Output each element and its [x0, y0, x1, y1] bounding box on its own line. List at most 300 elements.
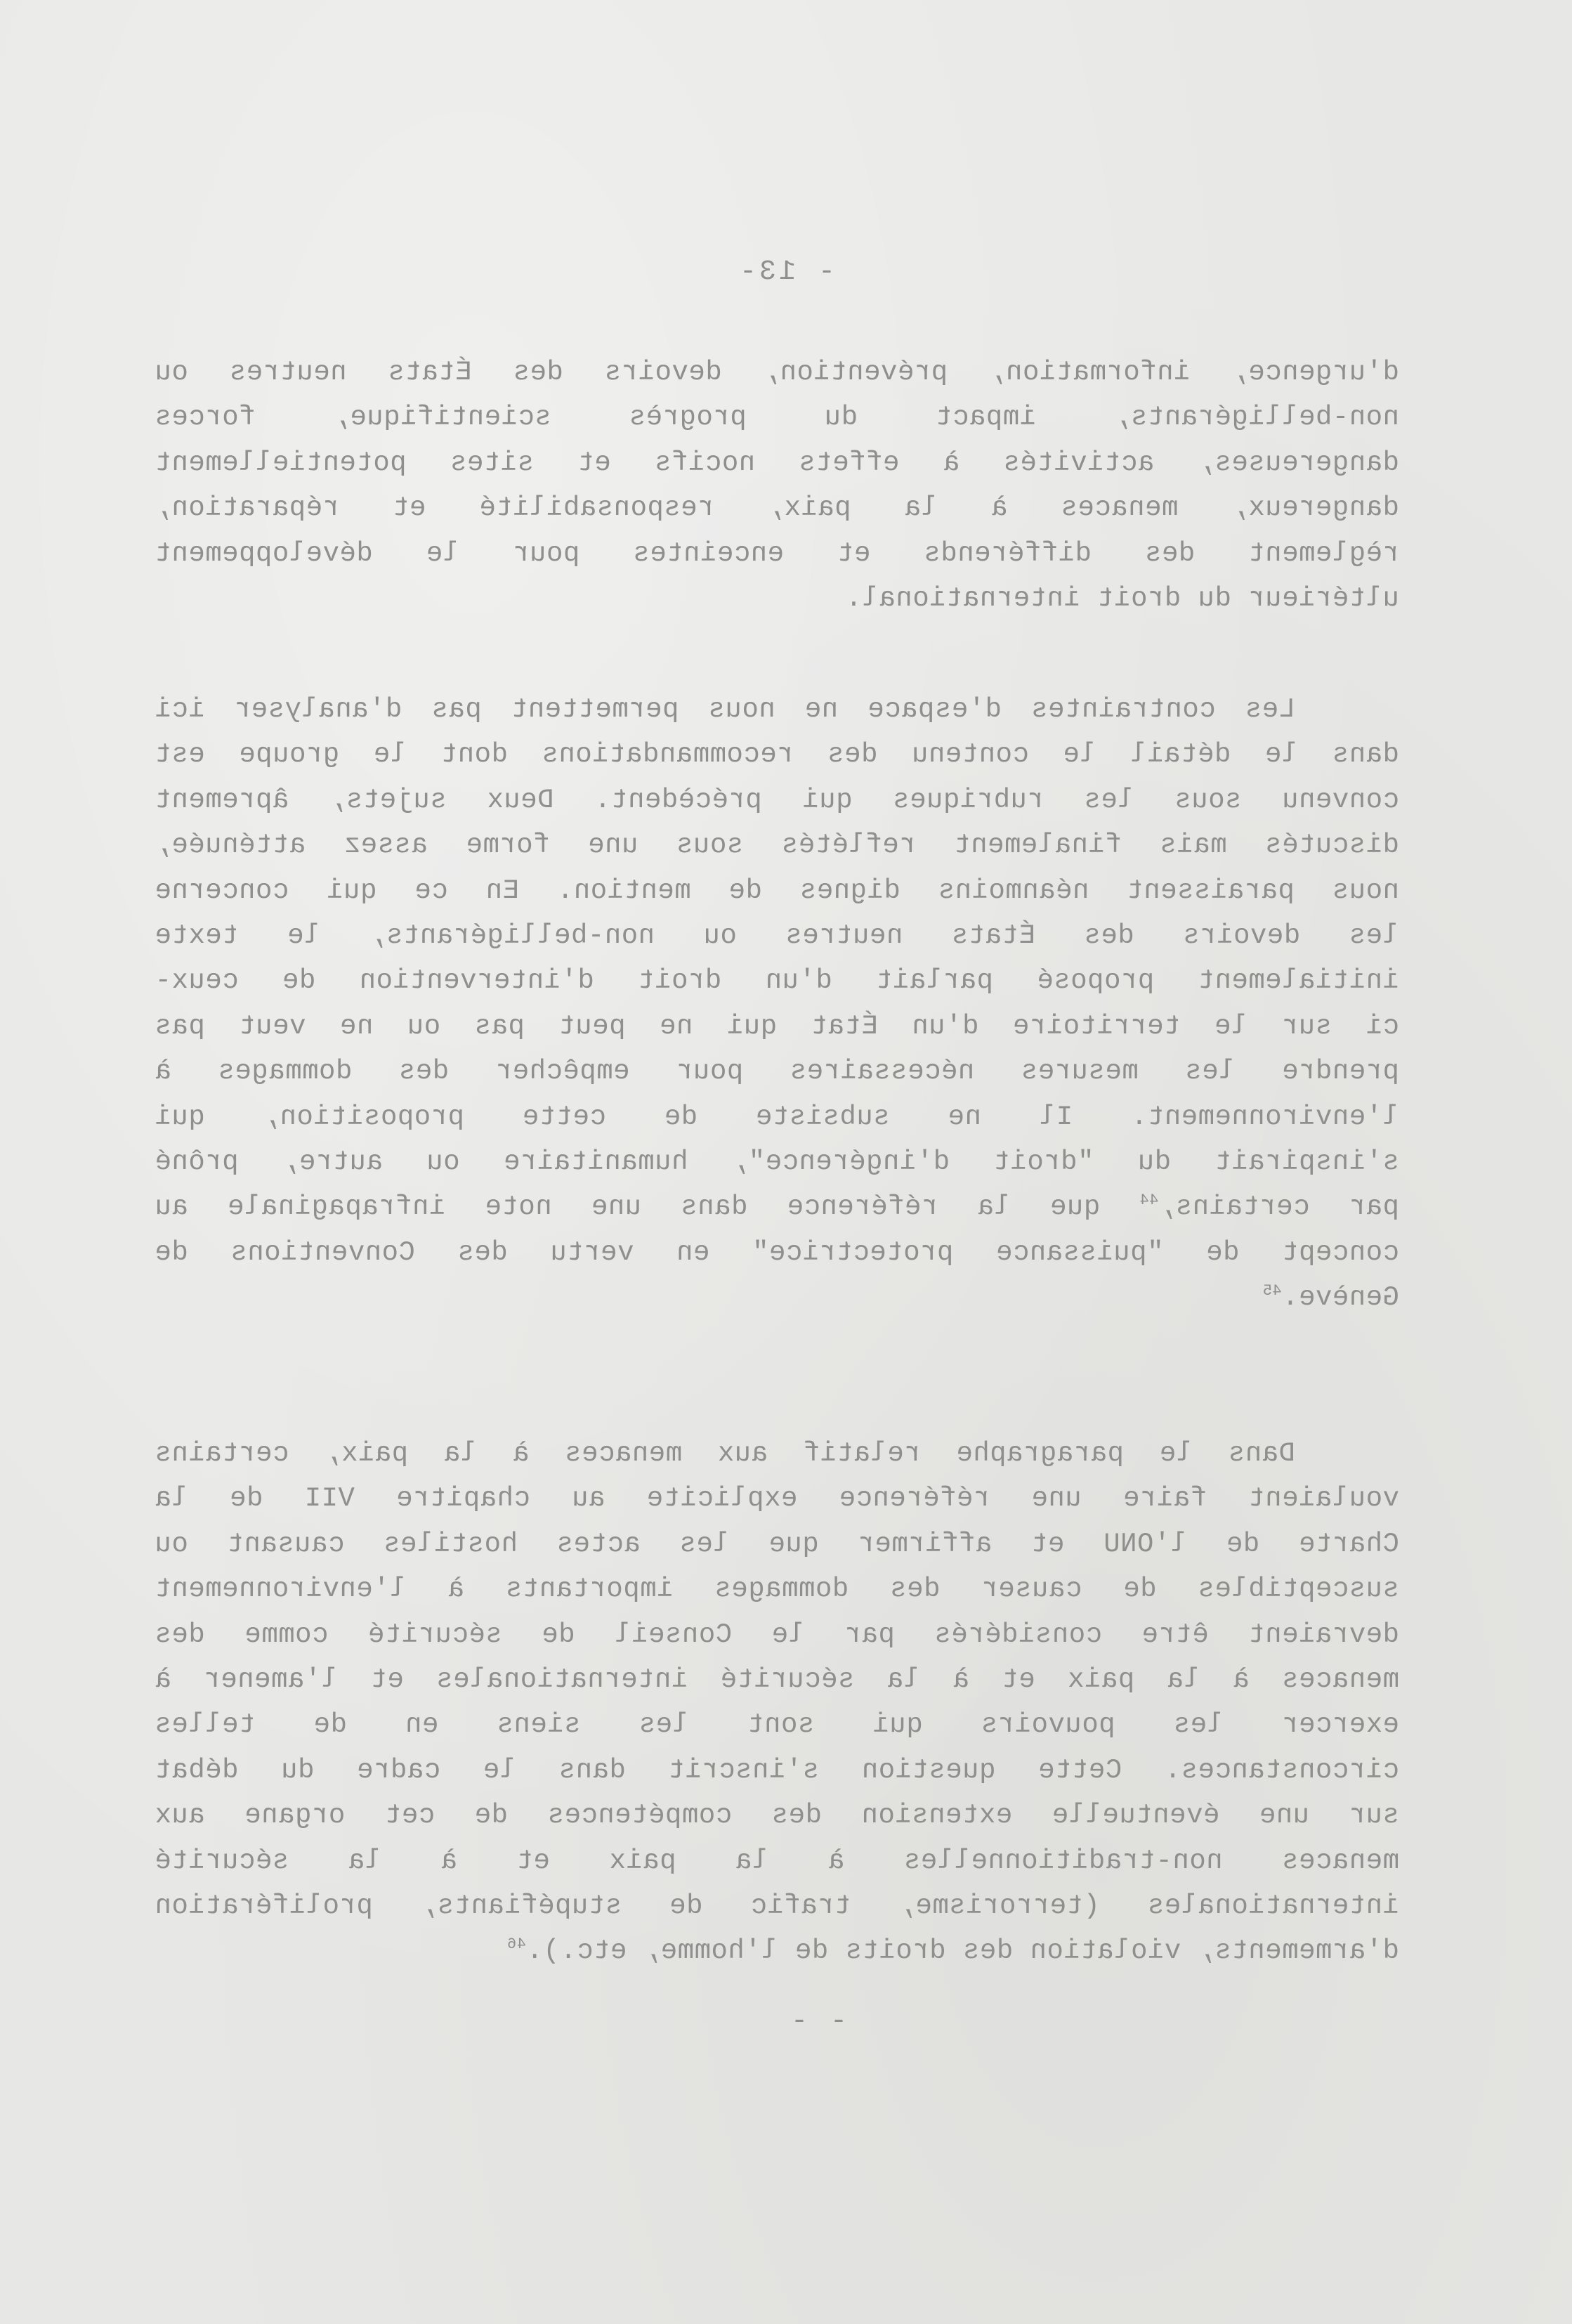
word: infrapaginale	[227, 1192, 446, 1223]
word: sous	[676, 830, 744, 861]
word: par	[1349, 1192, 1399, 1223]
word: peut	[558, 1010, 626, 1042]
word: contenu	[911, 739, 1029, 771]
word: sécurité	[367, 1619, 502, 1650]
word: prolifération	[155, 1890, 373, 1921]
word: note	[485, 1192, 552, 1223]
word: organe	[244, 1800, 346, 1832]
word: de	[669, 1890, 703, 1921]
word: actes	[556, 1528, 641, 1560]
word: recommandations	[542, 739, 794, 771]
text-line	[155, 1522, 1399, 1567]
word: ou	[155, 1528, 188, 1560]
word: de	[541, 1619, 575, 1650]
word: forces	[155, 402, 256, 433]
word: détail	[1129, 739, 1231, 771]
text-line	[155, 1004, 1399, 1049]
word: aux	[717, 1438, 768, 1469]
word: à	[990, 492, 1008, 524]
word: information,	[988, 357, 1191, 388]
word: des	[771, 1800, 822, 1832]
footnote-ref: 44	[1139, 1192, 1159, 1210]
word: de	[1122, 1574, 1157, 1605]
word: responsabilité	[478, 492, 714, 524]
word: prendre	[1281, 1056, 1399, 1088]
word: du	[824, 402, 858, 433]
word: sous	[1174, 784, 1242, 816]
word: ou	[703, 920, 737, 951]
word: les	[1184, 1056, 1236, 1088]
word: atténuée,	[155, 830, 306, 861]
text-line	[155, 778, 1399, 823]
word: à	[512, 1438, 530, 1469]
word: des	[1084, 920, 1134, 951]
word: des	[889, 1574, 941, 1605]
word: ultérieur du droit international.	[845, 582, 1399, 614]
word: et	[1001, 1664, 1035, 1695]
word: neutres	[785, 920, 903, 951]
word: le	[1264, 739, 1299, 771]
text-line	[155, 531, 1399, 576]
word: que	[768, 1528, 819, 1560]
word: le	[1214, 1010, 1248, 1042]
word: neutres	[229, 357, 347, 388]
word: mesures	[1021, 1056, 1139, 1088]
word: enceintes	[632, 537, 785, 569]
paragraph-1	[155, 350, 1399, 621]
word: âprement	[155, 784, 289, 816]
text-line	[155, 1612, 1399, 1657]
word: d'analyser	[234, 694, 402, 725]
word: qui	[726, 1010, 778, 1042]
word: à	[827, 1845, 845, 1876]
word: de	[1205, 1236, 1240, 1268]
word: dommages	[218, 1056, 353, 1088]
text-line	[155, 687, 1399, 732]
word: internationales	[1147, 1890, 1399, 1921]
word: d'ingérence",	[731, 1146, 950, 1177]
word: à	[155, 1664, 171, 1695]
word: l'environnement	[155, 1574, 407, 1605]
word: dangereux,	[1231, 492, 1399, 524]
word: chapitre	[395, 1483, 530, 1515]
word: paix,	[767, 492, 851, 524]
text-line	[155, 823, 1399, 868]
word: Charte	[1298, 1528, 1399, 1560]
text-line	[155, 732, 1399, 777]
word: des	[1144, 537, 1196, 569]
word: "puissance	[995, 1236, 1164, 1268]
word: concerne	[155, 875, 289, 906]
word: voulaient	[1247, 1483, 1399, 1515]
word: référence	[787, 1192, 938, 1223]
word: paragraphe	[955, 1438, 1124, 1469]
word: du	[1137, 1146, 1172, 1177]
word: question	[861, 1754, 996, 1786]
paragraph-3	[155, 1431, 1399, 1974]
word: des	[457, 1236, 508, 1268]
text-line	[155, 576, 1399, 621]
word: la	[443, 1438, 478, 1469]
word: considérés	[934, 1619, 1103, 1650]
word: humanitaire	[503, 1146, 688, 1177]
word: sur	[1349, 1800, 1399, 1832]
word: texte	[155, 920, 239, 951]
word: d'intervention	[359, 965, 594, 997]
word: pas	[431, 694, 482, 725]
word: finalement	[953, 830, 1122, 861]
word: paix	[1067, 1664, 1135, 1695]
word: veut	[238, 1010, 306, 1042]
word: une	[591, 1192, 642, 1223]
word: circonstances.	[1164, 1754, 1399, 1786]
word: assez	[343, 830, 428, 861]
word: ceux-	[155, 965, 239, 997]
word: de	[1226, 1528, 1260, 1560]
word: proposé	[1036, 965, 1155, 997]
word: le	[1062, 739, 1096, 771]
word: sites	[450, 447, 535, 478]
word: (terrorisme,	[898, 1890, 1100, 1921]
word: Genève.$^{45}$	[1262, 1282, 1399, 1314]
word: proposition,	[263, 1101, 464, 1132]
word: contraintes	[1030, 694, 1216, 725]
text-line	[155, 1928, 1399, 1973]
word: mention.	[556, 875, 691, 906]
word: prôné	[155, 1146, 239, 1177]
word: susceptibles	[1198, 1574, 1399, 1605]
word: reflétés	[781, 830, 916, 861]
word: Il	[1039, 1101, 1073, 1132]
word: faire	[1122, 1483, 1207, 1515]
word: de	[474, 1800, 509, 1832]
word: extension	[861, 1800, 1013, 1832]
word: devoirs	[1182, 920, 1301, 951]
word: et	[837, 537, 871, 569]
word: États	[951, 920, 1035, 951]
word: discutés	[1264, 830, 1399, 861]
word: le	[483, 1754, 517, 1786]
text-line	[155, 1839, 1399, 1884]
word: dont	[440, 739, 508, 771]
word: la	[904, 492, 938, 524]
word: Conseil	[614, 1619, 733, 1650]
word: Dans	[1228, 1438, 1295, 1469]
word: réparation,	[155, 492, 339, 524]
word: que	[1049, 1192, 1101, 1223]
word: des	[513, 357, 563, 388]
text-line	[155, 1702, 1399, 1747]
text-line	[155, 868, 1399, 913]
word: En	[485, 875, 519, 906]
word: dommages	[714, 1574, 849, 1605]
word: s'inscrit	[668, 1754, 820, 1786]
word: paraissent	[1126, 875, 1295, 906]
text-line	[155, 1476, 1399, 1521]
word: Les	[1245, 694, 1295, 725]
word: "droit	[993, 1146, 1094, 1177]
word: ne	[339, 1010, 374, 1042]
word: d'un	[911, 1010, 979, 1042]
text-line	[155, 1884, 1399, 1928]
word: une	[1259, 1800, 1310, 1832]
word: mais	[1159, 830, 1227, 861]
word: exercer	[1281, 1709, 1399, 1741]
word: forme	[466, 830, 550, 861]
word: empêcher	[495, 1056, 630, 1088]
text-line	[155, 1431, 1399, 1476]
word: stupéfiants,	[420, 1890, 622, 1921]
word: dignes	[799, 875, 900, 906]
word: ou	[426, 1146, 460, 1177]
word: et	[1030, 1528, 1065, 1560]
word: à	[155, 1056, 171, 1088]
word: vertu	[549, 1236, 634, 1268]
word: qui	[326, 875, 377, 906]
word: autre,	[282, 1146, 383, 1177]
word: à	[440, 1845, 458, 1876]
text-line	[155, 1275, 1399, 1320]
word: le	[426, 537, 460, 569]
word: sont	[747, 1709, 815, 1741]
word: pour	[512, 537, 580, 569]
word: paix	[608, 1845, 676, 1876]
word: et	[577, 447, 611, 478]
word: une	[1031, 1483, 1082, 1515]
word: dans	[558, 1754, 626, 1786]
word: parlait	[875, 965, 994, 997]
word: au	[571, 1483, 605, 1515]
word: siens	[497, 1709, 581, 1741]
word: sur	[1281, 1010, 1332, 1042]
word: hostiles	[383, 1528, 518, 1560]
word: pour	[676, 1056, 744, 1088]
text-line	[155, 1230, 1399, 1275]
word: en	[676, 1236, 710, 1268]
word: affirmer	[858, 1528, 993, 1560]
word: à	[447, 1574, 464, 1605]
word: Conventions	[230, 1236, 415, 1268]
word: nous	[708, 694, 775, 725]
word: la	[1167, 1664, 1200, 1695]
paragraph-2	[155, 687, 1399, 1320]
page-number: - 13-	[736, 256, 836, 288]
word: menaces	[1281, 1845, 1399, 1876]
word: des	[155, 1619, 205, 1650]
word: scientifique,	[333, 402, 551, 433]
word: État	[811, 1010, 878, 1042]
word: cette	[522, 1101, 606, 1132]
word: différends	[923, 537, 1092, 569]
word: pas	[474, 1010, 525, 1042]
word: devraient	[1247, 1619, 1399, 1650]
word: les	[1349, 920, 1399, 951]
word: menaces	[1061, 492, 1179, 524]
word: développement	[155, 537, 373, 569]
word: progrès	[629, 402, 747, 433]
word: le	[287, 920, 321, 951]
text-line	[155, 350, 1399, 395]
word: protectrice"	[752, 1236, 954, 1268]
word: explicite	[646, 1483, 798, 1515]
footnote-ref: 45	[1262, 1282, 1282, 1300]
word: dangereuses,	[1198, 447, 1399, 478]
text-line	[155, 1049, 1399, 1094]
word: rubriques	[892, 784, 1044, 816]
word: référence	[839, 1483, 990, 1515]
word: au	[155, 1192, 188, 1223]
word: de	[728, 875, 762, 906]
word: est	[155, 739, 205, 771]
word: Cette	[1037, 1754, 1122, 1786]
text-line	[155, 440, 1399, 485]
word: relatif	[803, 1438, 921, 1469]
word: néanmoins	[938, 875, 1089, 906]
word: la	[886, 1664, 921, 1695]
text-line	[155, 1748, 1399, 1793]
word: de	[229, 1483, 263, 1515]
word: être	[1141, 1619, 1209, 1650]
word: dans	[680, 1192, 748, 1223]
word: les	[679, 1528, 730, 1560]
word: d'espace	[867, 694, 1002, 725]
text-line	[155, 485, 1399, 530]
word: l'environnement.	[1130, 1101, 1399, 1132]
word: une	[587, 830, 638, 861]
word: à	[952, 1664, 969, 1695]
word: prévention,	[763, 357, 948, 388]
word: paix,	[324, 1438, 409, 1469]
word: nous	[1332, 875, 1399, 906]
text-line	[155, 1184, 1399, 1229]
word: impact	[935, 402, 1037, 433]
word: de	[664, 1101, 698, 1132]
footnote-ref: 46	[506, 1935, 526, 1954]
word: ne	[948, 1101, 981, 1132]
word: dans	[1332, 739, 1399, 771]
text-line	[155, 1793, 1399, 1838]
word: le	[373, 739, 407, 771]
word: en	[405, 1709, 439, 1741]
word: qui	[801, 784, 853, 816]
word: causant	[227, 1528, 345, 1560]
word: Deux	[486, 784, 554, 816]
word: d'armements, violation des droits de l'homme, etc.).$^{46}$	[506, 1935, 1399, 1967]
word: qui	[155, 1101, 205, 1132]
word: l'amener	[203, 1664, 339, 1695]
word: à	[943, 447, 960, 478]
word: concept	[1281, 1236, 1399, 1268]
word: convenu	[1281, 784, 1399, 816]
text-line	[155, 395, 1399, 440]
word: éventuelle	[1052, 1800, 1220, 1832]
word: et	[370, 1664, 404, 1695]
word: activités	[1003, 447, 1155, 478]
word: de	[313, 1709, 347, 1741]
word: pas	[155, 1010, 205, 1042]
end-mark: - -	[787, 2006, 847, 2037]
word: États	[388, 357, 472, 388]
word: et	[392, 492, 426, 524]
word: internationales	[435, 1664, 688, 1695]
text-line	[155, 1657, 1399, 1702]
word: comme	[244, 1619, 329, 1650]
word: le	[1159, 1438, 1193, 1469]
word: de	[155, 1236, 188, 1268]
word: sujets,	[329, 784, 447, 816]
word: non-belligérants,	[369, 920, 655, 951]
word: sécurité	[720, 1664, 855, 1695]
word: le	[771, 1619, 806, 1650]
word: de	[282, 965, 316, 997]
word: devoirs	[604, 357, 722, 388]
word: initialement	[1198, 965, 1399, 997]
word: du	[280, 1754, 315, 1786]
word: précèdent.	[594, 784, 762, 816]
text-line	[155, 1095, 1399, 1140]
word: d'urgence,	[1231, 357, 1399, 388]
word: la	[735, 1845, 769, 1876]
word: d'un	[765, 965, 832, 997]
word: s'inspirait	[1214, 1146, 1399, 1177]
word: des	[827, 739, 878, 771]
word: ci	[1365, 1010, 1399, 1042]
word: trafic	[750, 1890, 851, 1921]
word: qui	[872, 1709, 923, 1741]
word: non-traditionnelles	[903, 1845, 1223, 1876]
word: aux	[155, 1800, 205, 1832]
word: cadre	[356, 1754, 441, 1786]
word: cet	[384, 1800, 435, 1832]
word: sécurité	[155, 1845, 289, 1876]
word: ou	[407, 1010, 441, 1042]
word: débat	[155, 1754, 239, 1786]
text-line	[155, 1567, 1399, 1612]
word: ne	[804, 694, 839, 725]
word: des	[398, 1056, 450, 1088]
word: pouvoirs	[981, 1709, 1115, 1741]
word: nécessaires	[790, 1056, 975, 1088]
word: ce	[414, 875, 448, 906]
word: ne	[659, 1010, 693, 1042]
text-line	[155, 958, 1399, 1003]
word: subsiste	[755, 1101, 890, 1132]
word: groupe	[238, 739, 340, 771]
word: VII	[304, 1483, 355, 1515]
word: importants	[505, 1574, 674, 1605]
word: causer	[981, 1574, 1082, 1605]
word: menaces	[1281, 1664, 1399, 1695]
word: compétences	[547, 1800, 733, 1832]
word: certains,$^{44}$	[1139, 1192, 1310, 1223]
word: permettent	[511, 694, 679, 725]
text-line	[155, 913, 1399, 958]
word: potentiellement	[155, 447, 407, 478]
text-line	[155, 1140, 1399, 1184]
word: certains	[155, 1438, 289, 1469]
word: ici	[155, 694, 205, 725]
word: à	[1232, 1664, 1250, 1695]
word: par	[844, 1619, 895, 1650]
word: nocifs	[654, 447, 756, 478]
word: les	[1173, 1709, 1224, 1741]
word: les	[638, 1709, 690, 1741]
word: la	[155, 1483, 188, 1515]
word: la	[348, 1845, 382, 1876]
word: telles	[155, 1709, 256, 1741]
word: l'ONU	[1103, 1528, 1188, 1560]
word: non-belligérants,	[1113, 402, 1399, 433]
